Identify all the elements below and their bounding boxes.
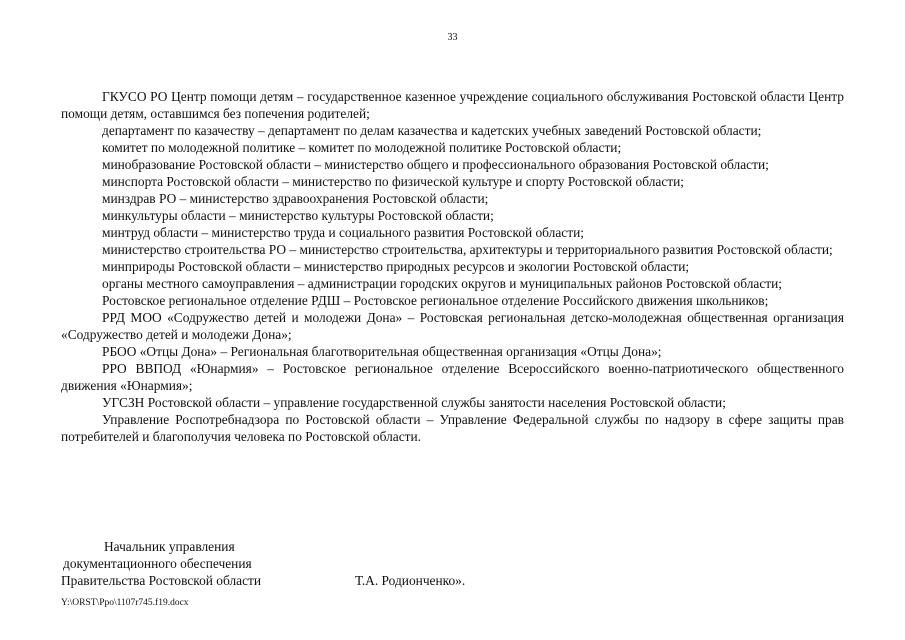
abbreviation-item: минздрав РО – министерство здравоохранения Ростовской области; — [102, 191, 489, 206]
abbreviation-item: Управление Роспотребнадзора по Ростовской области – Управление Федеральной службы по надзору в сфере защиты прав потребителей и благополучия человека по Ростовской области. — [61, 412, 844, 444]
abbreviation-item: департамент по казачеству – департамент по делам казачества и кадетских учебных заведений Ростовской области; — [102, 123, 762, 138]
abbreviations-list — [61, 88, 844, 445]
abbreviation-item: минобразование Ростовской области – министерство общего и профессионального образования Ростовской области; — [102, 157, 769, 172]
abbreviation-item: УГСЗН Ростовской области – управление государственной службы занятости населения Ростовской области; — [102, 395, 726, 410]
page-number: 33 — [447, 32, 458, 43]
abbreviation-item: минкультуры области – министерство культуры Ростовской области; — [102, 208, 494, 223]
abbreviation-item: министерство строительства РО – министерство строительства, архитектуры и территориального развития Ростовской области; — [102, 242, 833, 257]
file-path-footer: Y:\ORST\Ppo\1107r745.f19.docx — [61, 598, 189, 608]
abbreviation-item: комитет по молодежной политике – комитет по молодежной политике Ростовской области; — [102, 140, 622, 155]
abbreviation-item: РРО ВВПОД «Юнармия» – Ростовское региональное отделение Всероссийского военно-патриотического общественного движения «Юнармия»; — [61, 361, 844, 393]
abbreviation-item: РБОО «Отцы Дона» – Региональная благотворительная общественная организация «Отцы Дона»; — [102, 344, 662, 359]
signature-block — [61, 538, 601, 589]
abbreviation-item: минспорта Ростовской области – министерство по физической культуре и спорту Ростовской области; — [102, 174, 685, 189]
signatory-row — [61, 572, 601, 589]
signatory-title-line-1: Начальник управления — [104, 539, 235, 554]
signatory-title-line-3: Правительства Ростовской области — [61, 573, 262, 588]
abbreviation-item: органы местного самоуправления – администрации городских округов и муниципальных районов Ростовской области; — [102, 276, 783, 291]
abbreviation-item: ГКУСО РО Центр помощи детям – государственное казенное учреждение социального обслуживания Ростовской области Центр помощи детям, оставшимся без попечения родителей; — [61, 89, 844, 121]
abbreviation-item: РРД МОО «Содружество детей и молодежи Дона» – Ростовская региональная детско-молодежная общественная организация «Содружество детей и молодежи Дона»; — [61, 310, 844, 342]
abbreviation-item: минприроды Ростовской области – министерство природных ресурсов и экологии Ростовской области; — [102, 259, 690, 274]
abbreviation-item: минтруд области – министерство труда и социального развития Ростовской области; — [102, 225, 584, 240]
abbreviation-item: Ростовское региональное отделение РДШ – Ростовское региональное отделение Российского движения школьников; — [102, 293, 769, 308]
signatory-title-line-2: документационного обеспечения — [63, 556, 252, 571]
signatory-name: Т.А. Родионченко». — [355, 573, 466, 588]
